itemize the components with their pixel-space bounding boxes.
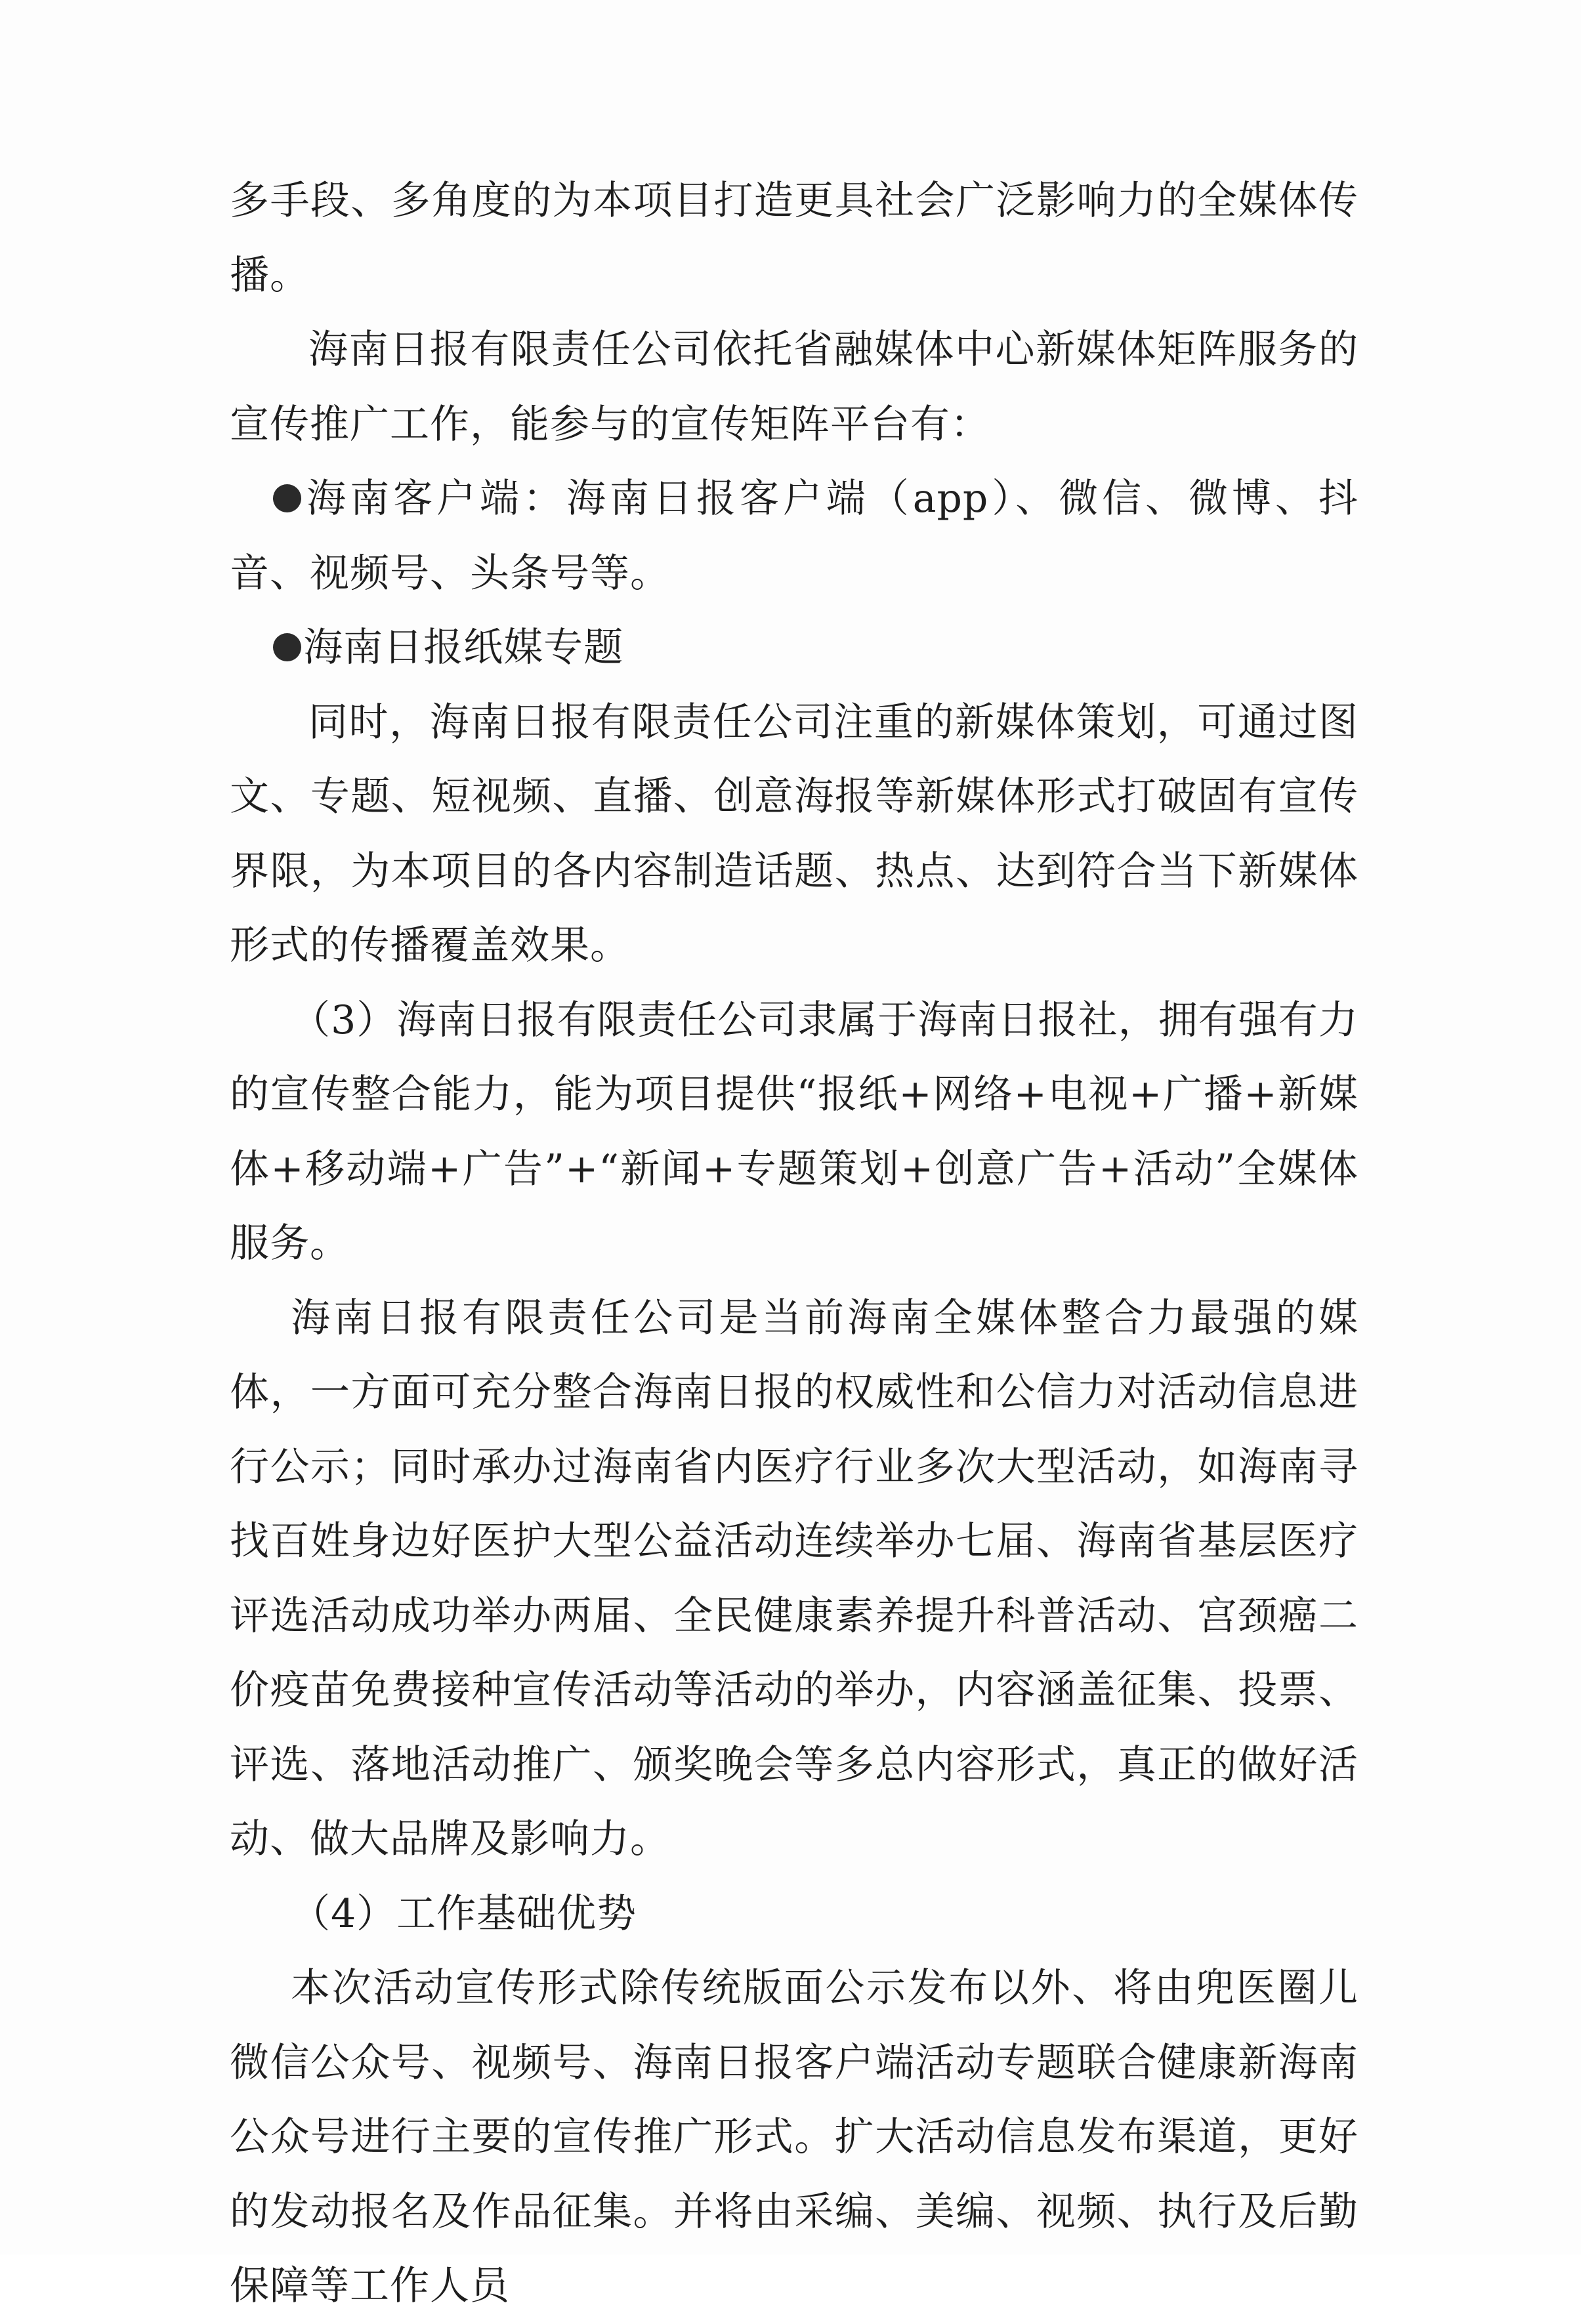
bullet-item-print xyxy=(230,611,1359,686)
document-body xyxy=(230,164,1359,2324)
paragraph-new-media: 同时，海南日报有限责任公司注重的新媒体策划，可通过图文、专题、短视频、直播、创意海报等新媒体形式打破固有宣传界限，为本项目的各内容制造话题、热点、达到符合当下新媒体形式的传播覆盖效果。 xyxy=(230,699,1359,968)
bullet-item-client-text: 海南客户端：海南日报客户端（app）、微信、微博、抖音、视频号、头条号等。 xyxy=(230,476,1359,596)
paragraph-matrix-intro: 海南日报有限责任公司依托省融媒体中心新媒体矩阵服务的宣传推广工作，能参与的宣传矩阵平台有： xyxy=(230,327,1359,447)
bullet-item-print-text: 海南日报纸媒专题 xyxy=(303,625,624,671)
bullet-dot-icon xyxy=(273,484,301,512)
paragraph-continuation: 多手段、多角度的为本项目打造更具社会广泛影响力的全媒体传播。 xyxy=(230,178,1359,299)
paragraph-strength: 海南日报有限责任公司是当前海南全媒体整合力最强的媒体，一方面可充分整合海南日报的权威性和公信力对活动信息进行公示；同时承办过海南省内医疗行业多次大型活动，如海南寻找百姓身边好医护大型公益活动连续举办七届、海南省基层医疗评选活动成功举办两届、全民健康素养提升科普活动、宫颈癌二价疫苗免费接种宣传活动等活动的举办，内容涵盖征集、投票、评选、落地活动推广、颁奖晚会等多总内容形式，真正的做好活动、做大品牌及影响力。 xyxy=(230,1295,1359,1862)
paragraph-item-3: （3）海南日报有限责任公司隶属于海南日报社，拥有强有力的宣传整合能力，能为项目提供“报纸+网络+电视+广播+新媒体+移动端+广告”+“新闻+专题策划+创意广告+活动”全媒体服务。 xyxy=(230,997,1359,1266)
section-heading-item-4: （4）工作基础优势 xyxy=(291,1890,637,1937)
paragraph-campaign: 本次活动宣传形式除传统版面公示发布以外、将由兜医圈儿微信公众号、视频号、海南日报客户端活动专题联合健康新海南公众号进行主要的宣传推广形式。扩大活动信息发布渠道，更好的发动报名及作品征集。并将由采编、美编、视频、执行及后勤保障等工作人员 xyxy=(230,1965,1359,2309)
bullet-item-client xyxy=(230,462,1359,611)
bullet-dot-icon xyxy=(273,633,301,661)
